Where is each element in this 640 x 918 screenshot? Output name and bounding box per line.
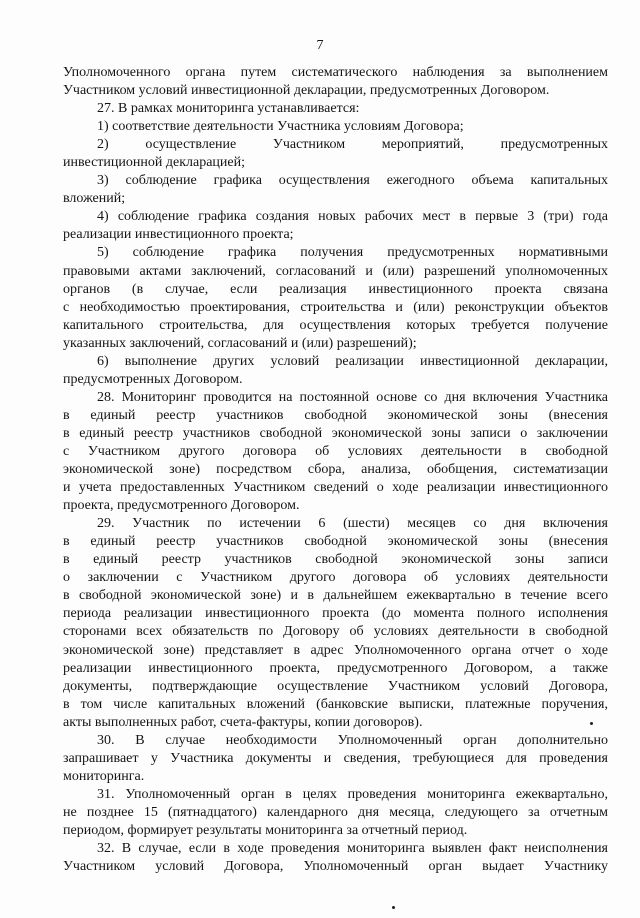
text-line: запрашивает у Участника документы и сведения, требующиеся для проведения: [63, 750, 608, 766]
text-line: 6) выполнение других условий реализации инвестиционной декларации,: [97, 353, 608, 369]
text-line: и учета предоставленных Участником сведений о ходе реализации инвестиционного: [63, 480, 608, 496]
text-line: о заключении с Участником другого договора об условиях деятельности: [63, 570, 608, 586]
text-line: периода реализации инвестиционного проекта (до момента полного исполнения: [63, 606, 608, 622]
text-line: органов (в случае, если реализация инвестиционного проекта связана: [63, 281, 608, 297]
text-line: 1) соответствие деятельности Участника условиям Договора;: [97, 119, 464, 135]
text-line: Участником условий инвестиционной декларации, предусмотренных Договором.: [63, 83, 550, 99]
text-line: с Участником другого договора об условиях деятельности в свободной: [63, 443, 608, 459]
text-line: акты выполненных работ, счета-фактуры, копии договоров).: [63, 714, 423, 730]
text-line: 4) соблюдение графика создания новых рабочих мест в первые 3 (три) года: [97, 209, 608, 225]
text-line: 32. В случае, если в ходе проведения мониторинга выявлен факт неисполнения: [97, 841, 608, 857]
text-line: документы, подтверждающие осуществление Участником условий Договора,: [63, 678, 608, 694]
text-line: вложений;: [63, 191, 126, 207]
document-body: [63, 64, 608, 876]
text-line: 27. В рамках мониторинга устанавливается:: [97, 101, 360, 117]
text-line: 5) соблюдение графика получения предусмотренных нормативными: [97, 245, 608, 261]
text-line: экономической зоне) посредством сбора, анализа, обобщения, систематизации: [63, 462, 608, 478]
text-line: 2) осуществление Участником мероприятий, предусмотренных: [97, 137, 608, 153]
text-line: не позднее 15 (пятнадцатого) календарного дня месяца, следующего за отчетным: [63, 804, 608, 820]
text-line: 31. Уполномоченный орган в целях проведения мониторинга ежеквартально,: [97, 786, 608, 802]
text-line: мониторинга.: [63, 768, 145, 784]
text-line: экономической зоне) представляет в адрес Уполномоченного органа отчет о ходе: [63, 642, 608, 658]
text-line: в единый реестр участников свободной экономической зоны записи о заключении: [63, 425, 608, 441]
text-line: Уполномоченного органа путем систематического наблюдения за выполнением: [63, 65, 608, 80]
text-line: проекта, предусмотренного Договором.: [63, 498, 300, 514]
text-line: периодом, формирует результаты мониторинга за отчетный период.: [63, 822, 468, 838]
text-line: предусмотренных Договором.: [63, 371, 243, 387]
text-line: в свободной экономической зоне) и в дальнейшем ежеквартально в течение всего: [63, 588, 608, 604]
text-line: в том числе капитальных вложений (банковские выписки, платежные поручения,: [63, 696, 608, 712]
text-line: сторонами всех обязательств по Договору об условиях деятельности в свободной: [63, 624, 608, 640]
text-line: в единый реестр участников свободной экономической зоны (внесения: [63, 534, 608, 550]
text-line: реализации инвестиционного проекта, предусмотренного Договором, а также: [63, 660, 608, 676]
text-line: в единый реестр участников свободной экономической зоны записи: [63, 552, 608, 568]
text-line: указанных заключений, согласований и (или) разрешений);: [63, 335, 417, 351]
text-line: 28. Мониторинг проводится на постоянной основе со дня включения Участника: [97, 389, 608, 405]
text-line: инвестиционной декларацией;: [63, 155, 245, 171]
text-line: 30. В случае необходимости Уполномоченный орган дополнительно: [97, 732, 608, 748]
text-line: Участником условий Договора, Уполномоченный орган выдает Участнику: [63, 859, 608, 875]
text-line: в единый реестр участников свободной экономической зоны (внесения: [63, 407, 608, 423]
text-line: реализации инвестиционного проекта;: [63, 227, 294, 243]
text-line: правовыми актами заключений, согласований и (или) разрешений уполномоченных: [63, 263, 608, 279]
text-line: 29. Участник по истечении 6 (шести) месяцев со дня включения: [97, 516, 608, 532]
text-line: 3) соблюдение графика осуществления ежегодного объема капитальных: [97, 173, 608, 189]
scan-speck: [590, 722, 593, 725]
text-line: капитального строительства, для осуществления которых требуется получение: [63, 317, 608, 333]
scan-speck: [392, 906, 395, 909]
text-line: с необходимостью проектирования, строительства и (или) реконструкции объектов: [63, 299, 608, 315]
page-number: 7: [316, 38, 324, 53]
